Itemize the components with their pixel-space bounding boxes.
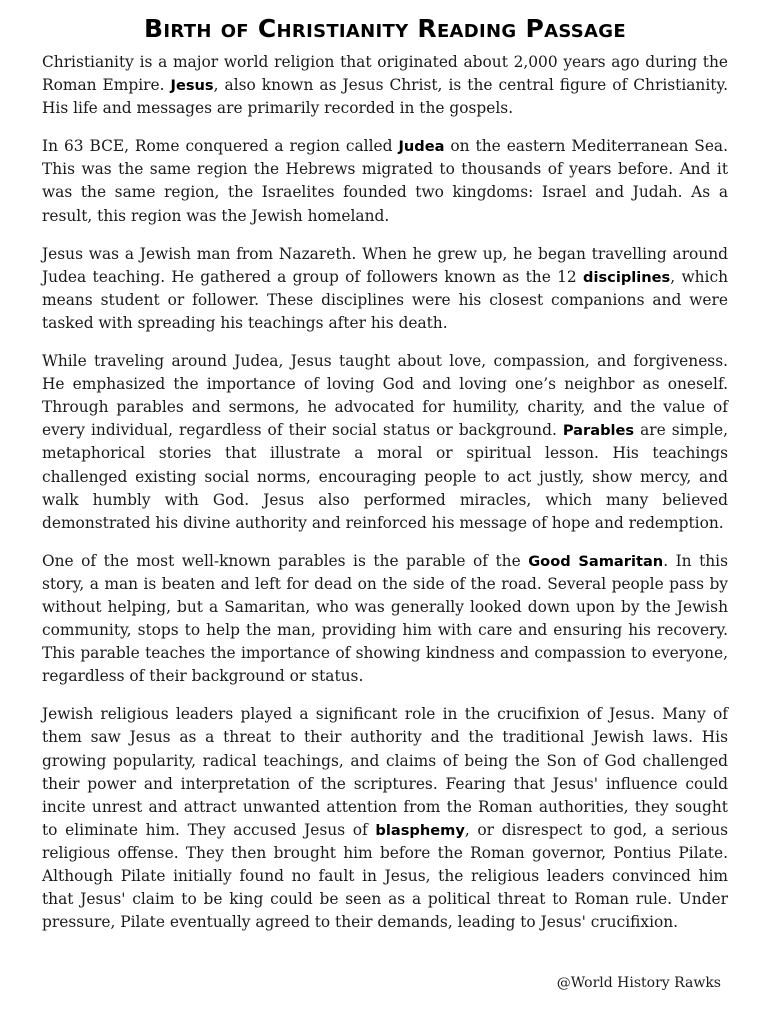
reading-passage	[42, 14, 728, 949]
term-jesus: Jesus	[170, 77, 214, 95]
term-judea: Judea	[398, 138, 445, 156]
paragraph-intro	[42, 51, 728, 120]
paragraph-text: , also known as Jesus Christ, is the central figure of Christianity. His life and messages are primarily recorded in the gospels.	[42, 76, 728, 118]
paragraph-text: , or disrespect to god, a serious religious offense. They then brought him before the Roman governor, Pontius Pilate. Although Pilate initially found no fault in Jesus, the religious leaders convinced him that Jesus' claim to be king could be seen as a political threat to Roman rule. Under pressure, Pilate eventually agreed to their demands, leading to Jesus' crucifixion.	[42, 820, 729, 932]
term-blasphemy: blasphemy	[375, 821, 465, 839]
term-good-samaritan: Good Samaritan	[528, 552, 664, 570]
paragraph-text: One of the most well-known parables is the parable of the	[42, 551, 529, 570]
paragraph-text: Jewish religious leaders played a significant role in the crucifixion of Jesus. Many of them saw Jesus as a threat to their authority and the traditional Jewish laws. His growing popularity, radical teachings, and claims of being the Son of God challenged their power and interpretation of the scriptures. Fearing that Jesus' influence could incite unrest and attract unwanted attention from the Roman authorities, they sought to eliminate him. They accused Jesus of	[42, 705, 728, 839]
paragraph-text: While traveling around Judea, Jesus taught about love, compassion, and forgiveness. He emphasized the importance of loving God and loving one’s neighbor as oneself. Through parables and sermons, he advocated for humility, charity, and the value of every individual, regardless of their social status or background.	[42, 352, 728, 440]
term-disciplines: disciplines	[583, 268, 671, 286]
paragraph-disciples	[42, 243, 728, 335]
paragraph-judea	[42, 135, 728, 227]
credit-line: @World History Rawks	[556, 975, 721, 991]
paragraph-teachings	[42, 350, 728, 535]
paragraph-text: . In this story, a man is beaten and left for dead on the side of the road. Several people pass by without helping, but a Samaritan, who was generally looked down upon by the Jewish community, stops to help the man, providing him with care and ensuring his recovery. This parable teaches the importance of showing kindness and compassion to everyone, regardless of their background or status.	[42, 551, 728, 686]
paragraph-crucifixion	[42, 703, 728, 934]
paragraph-good-samaritan	[42, 550, 728, 689]
paragraph-text: Jesus was a Jewish man from Nazareth. When he grew up, he began travelling around Judea teaching. He gathered a group of followers known as the 12	[42, 244, 728, 286]
paragraph-text: In 63 BCE, Rome conquered a region called	[42, 137, 399, 156]
paragraph-text: are simple, metaphorical stories that illustrate a moral or spiritual lesson. His teachings challenged existing social norms, encouraging people to act justly, show mercy, and walk humbly with God. Jesus also performed miracles, which many believed demonstrated his divine authority and reinforced his message of hope and redemption.	[42, 421, 728, 532]
term-parables: Parables	[562, 422, 635, 440]
paragraph-text: , which means student or follower. These disciplines were his closest companions and were tasked with spreading his teachings after his death.	[42, 267, 728, 332]
paragraph-text: Christianity is a major world religion that originated about 2,000 years ago during the Roman Empire.	[42, 53, 728, 95]
paragraph-text: on the eastern Mediterranean Sea. This was the same region the Hebrews migrated to thousands of years before. And it was the same region, the Israelites founded two kingdoms: Israel and Judah. As a result, this region was the Jewish homeland.	[42, 137, 728, 225]
page-title: Birth of Christianity Reading Passage	[144, 14, 626, 43]
